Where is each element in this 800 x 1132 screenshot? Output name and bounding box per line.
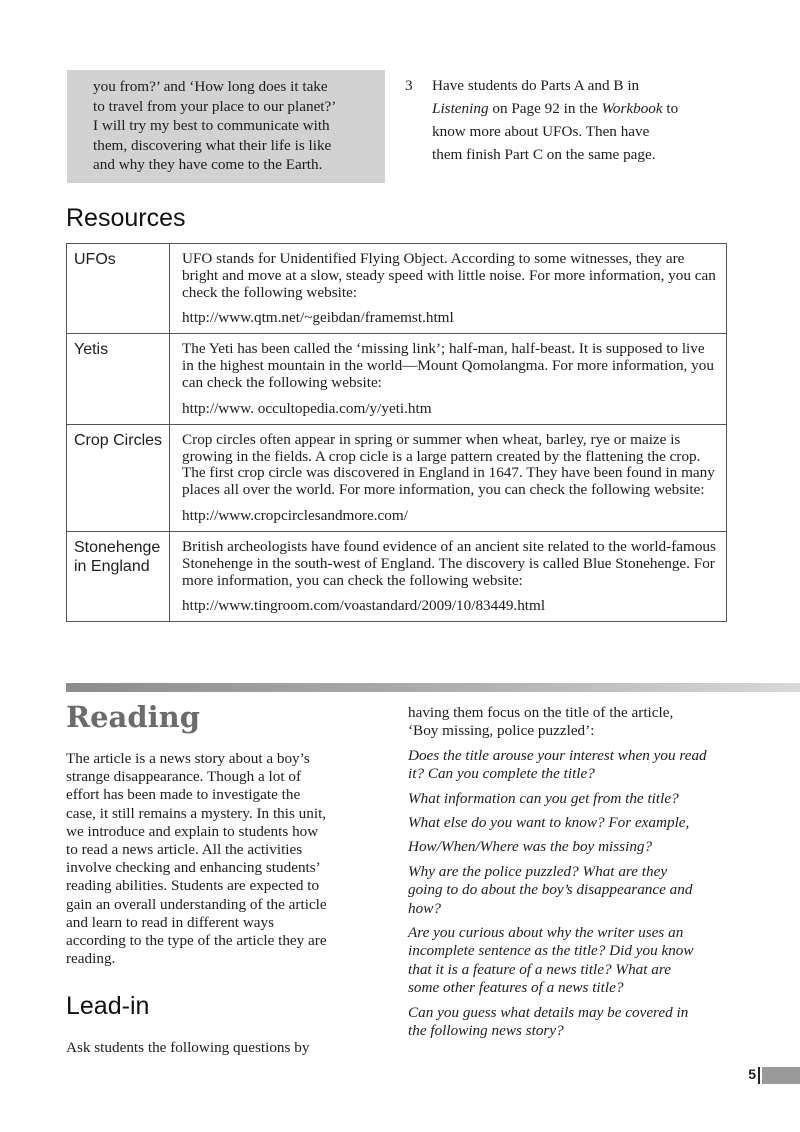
question-line: Why are the police puzzled? What are they — [408, 862, 668, 880]
quote-line: to travel from your place to our planet?’ — [93, 97, 337, 115]
question-line: Are you curious about why the writer uses an — [408, 924, 684, 942]
workbook-ref: Workbook — [601, 100, 663, 117]
page-tab-bar — [762, 1067, 800, 1084]
question — [408, 814, 748, 832]
question — [408, 863, 748, 918]
paragraph-line: reading. — [66, 950, 116, 968]
resource-value — [170, 244, 727, 334]
paragraph-line: gain an overall understanding of the article — [66, 895, 327, 913]
step-text: to — [662, 100, 679, 117]
resource-key: Yetis — [67, 334, 170, 424]
resource-key: Crop Circles — [67, 424, 170, 531]
question-line: How/When/Where was the boy missing? — [408, 838, 653, 856]
quote-line: you from?’ and ‘How long does it take — [93, 78, 328, 95]
resources-table — [66, 243, 727, 622]
step-3 — [405, 74, 735, 166]
question-line: incomplete sentence as the title? Did you know — [408, 942, 694, 960]
listening-ref: Listening — [432, 100, 489, 117]
quote-line: and why they have come to the Earth. — [93, 156, 323, 174]
question — [408, 747, 748, 784]
resource-value — [170, 424, 727, 531]
resource-value — [170, 334, 727, 424]
question-line: What else do you want to know? For example, — [408, 814, 690, 832]
step-line — [432, 97, 735, 120]
paragraph-line: involve checking and enhancing students’ — [66, 859, 321, 877]
intro-line: having them focus on the title of the article, — [408, 704, 674, 721]
reading-paragraph — [66, 750, 386, 968]
intro-line: ‘Boy missing, police puzzled’: — [408, 722, 595, 740]
quote-line: I will try my best to communicate with — [93, 117, 330, 135]
leadin-questions — [408, 704, 748, 1041]
resource-key: UFOs — [67, 244, 170, 334]
resource-link[interactable]: http://www.qtm.net/~geibdan/framemst.html — [182, 309, 454, 327]
quote-line: them, discovering what their life is like — [93, 136, 332, 154]
resource-description: UFO stands for Unidentified Flying Object. According to some witnesses, they are bright and move at a slow, steady speed with little noise. For more information, you can check the following website: — [182, 250, 716, 301]
paragraph-line: case, it still remains a mystery. In this unit, — [66, 804, 327, 822]
question-line: some other features of a news title? — [408, 979, 624, 997]
table-row — [67, 531, 727, 621]
question — [408, 790, 748, 808]
resource-link[interactable]: http://www. occultopedia.com/y/yeti.htm — [182, 399, 432, 417]
leadin-heading: Lead-in — [66, 992, 150, 1020]
question — [408, 838, 748, 856]
paragraph-line: effort has been made to investigate the — [66, 786, 301, 804]
question — [408, 924, 748, 998]
reading-heading: Reading — [66, 700, 200, 734]
resource-description: Crop circles often appear in spring or summer when wheat, barley, rye or maize is growing in the fields. A crop cicle is a large pattern created by the flattening the crop. The first crop circle was discovered in England in 1647. They have been found in many places all over the world. For more information, you can check the following website: — [182, 430, 715, 499]
paragraph-line: to read a news article. All the activities — [66, 841, 303, 859]
page-number: 5 — [748, 1066, 756, 1082]
paragraph-line: according to the type of the article they are — [66, 932, 327, 950]
table-row — [67, 424, 727, 531]
step-number: 3 — [405, 77, 413, 94]
step-line: Have students do Parts A and B in — [432, 77, 640, 94]
paragraph-line: strange disappearance. Though a lot of — [66, 768, 302, 786]
section-divider — [66, 683, 800, 692]
resources-heading: Resources — [66, 204, 186, 232]
paragraph-line: we introduce and explain to students how — [66, 822, 319, 840]
question-line: it? Can you complete the title? — [408, 765, 595, 783]
paragraph-line: reading abilities. Students are expected to — [66, 877, 320, 895]
resource-link[interactable]: http://www.cropcirclesandmore.com/ — [182, 506, 408, 524]
question-line: how? — [408, 899, 441, 917]
question-line: Does the title arouse your interest when you read — [408, 746, 707, 764]
quote-box — [67, 70, 385, 183]
question-line: Can you guess what details may be covered in — [408, 1003, 689, 1021]
table-row — [67, 334, 727, 424]
paragraph-line: and learn to read in different ways — [66, 913, 275, 931]
question-line: What information can you get from the title? — [408, 789, 679, 807]
resource-key: Stonehenge in England — [67, 531, 170, 621]
paragraph-line: The article is a news story about a boy’s — [66, 750, 310, 767]
resource-link[interactable]: http://www.tingroom.com/voastandard/2009/10/83449.html — [182, 597, 546, 615]
leadin-text: Ask students the following questions by — [66, 1039, 310, 1056]
resource-description: The Yeti has been called the ‘missing link’; half-man, half-beast. It is supposed to live in the highest mountain in the world—Mount Qomolangma. For more information, you can check the following website: — [182, 340, 714, 391]
question-line: going to do about the boy’s disappearance and — [408, 881, 693, 899]
question — [408, 1004, 748, 1041]
question-line: that it is a feature of a news title? What are — [408, 960, 671, 978]
step-line: know more about UFOs. Then have — [432, 123, 650, 140]
page-tab-divider — [758, 1067, 760, 1084]
table-row — [67, 244, 727, 334]
step-line: them finish Part C on the same page. — [432, 146, 656, 163]
question-line: the following news story? — [408, 1022, 564, 1040]
resource-description: British archeologists have found evidence of an ancient site related to the world-famous Stonehenge in the south-west of England. The discovery is called Blue Stonehenge. For more information, you can check the following website: — [182, 537, 716, 589]
resource-value — [170, 531, 727, 621]
step-text: on Page 92 in the — [488, 100, 602, 117]
page-number-tab — [740, 1066, 800, 1085]
